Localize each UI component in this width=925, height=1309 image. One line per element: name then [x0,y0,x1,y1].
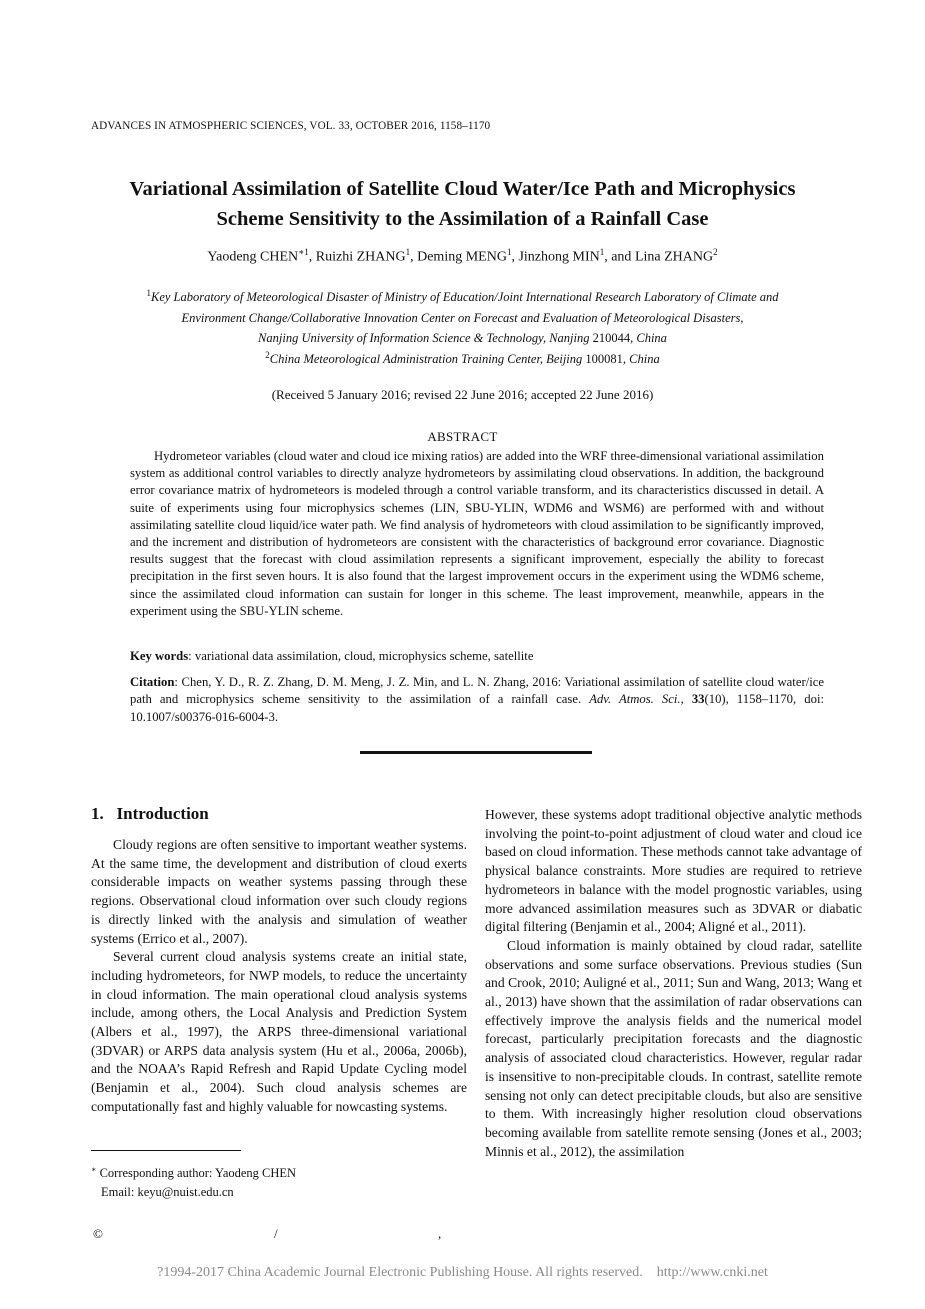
title-line-2: Scheme Sensitivity to the Assimilation of a Rainfall Case [216,208,709,230]
paragraph: Several current cloud analysis systems create an initial state, including hydrometeors, for NWP models, to reduce the uncertainty in cloud information. The main operational cloud analysis systems include, among others, the Local Analysis and Prediction System (Albers et al., 1997), the ARPS three-dimensional variational (3DVAR) or ARPS data analysis system (Hu et al., 2006a, 2006b), and the NOAA’s Rapid Refresh and Rapid Update Cycling model (Benjamin et al., 2004). Such cloud analysis schemes are computationally fast and highly valuable for nowcasting systems. [91,949,467,1114]
keywords-colon: : [188,649,195,663]
section-number: 1. [91,804,104,823]
citation-journal: Adv. Atmos. Sci. [589,692,681,707]
citation-volume: 33 [691,692,705,707]
affiliation-mark: 2 [265,350,270,360]
right-column [485,806,862,1161]
citation-colon: : [174,675,182,689]
author-list [80,247,845,266]
affiliation-line: China Meteorological Administration Training Center, Beijing [269,352,583,367]
section-heading [91,804,209,824]
affiliation-zip: 100081 [582,352,623,367]
footnote-email: Email: keyu@nuist.edu.cn [101,1185,234,1200]
journal-header: ADVANCES IN ATMOSPHERIC SCIENCES, VOL. 33, OCTOBER 2016, 1158–1170 [91,120,491,132]
affiliation-country: , China [622,352,660,367]
keywords-text: variational data assimilation, cloud, microphysics scheme, satellite [194,649,534,663]
left-column [91,836,467,1117]
affiliation-mark: 1 [146,288,151,298]
author-sep: , and [604,249,635,265]
abstract-heading: ABSTRACT [427,429,498,444]
author-sep: , [511,249,519,265]
author-sep: , [308,249,316,265]
received-dates: (Received 5 January 2016; revised 22 June 2016; accepted 22 June 2016) [271,387,654,402]
abstract-text: Hydrometeor variables (cloud water and cloud ice mixing ratios) are added into the WRF three-dimensional variational assimilation system as additional control variables to directly analyze hydrometeors by assimilating cloud observations. In addition, the background error covariance matrix of hydrometeors is modeled through a control variable transform, and its characteristics discussed in detail. A suite of experiments using four microphysics schemes (LIN, SBU-YLIN, WDM6 and WSM6) are performed with and without assimilating satellite cloud liquid/ice water path. We find analysis of hydrometeors with cloud assimilation to be significantly improved, and the increment and distribution of hydrometeors are consistent with the characteristics of background error covariance. Diagnostic results suggest that the forecast with cloud assimilation represents a significant improvement, especially the ability to forecast precipitation in the first seven hours. It is also found that the largest improvement occurs in the experiment using the WDM6 scheme, since the assimilated cloud information can sustain for longer in this scheme. The least improvement, meanwhile, appears in the experiment using the SBU-YLIN scheme. [130,449,824,618]
section-title: Introduction [116,804,209,823]
section-divider [360,751,592,754]
watermark-url: http://www.cnki.net [656,1265,768,1280]
author-name: Ruizhi ZHANG [315,249,406,265]
author-sep: , [410,249,418,265]
paragraph: Cloud information is mainly obtained by cloud radar, satellite observations and some surface observations. Previous studies (Sun and Crook, 2010; Auligné et al., 2011; Sun and Wang, 2013; Wang et al., 2013) have shown that the assimilation of radar observations can effectively improve the analysis fields and the numerical model forecast, particularly precipitation forecasts and the diagnostic analysis of associated cloud characteristics. However, regular radar is insensitive to non-precipitable clouds. In contrast, satellite remote sensing not only can detect precipitable clouds, but also are sensitive to them. With increasingly higher resolution cloud observations becoming available from satellite remote sensing (Jones et al., 2003; Minnis et al., 2012), the assimilation [485,937,862,1159]
paper-title [80,174,845,234]
author-mark: 1 [405,247,411,257]
author-name: Deming MENG [417,249,507,265]
paragraph: Cloudy regions are often sensitive to important weather systems. At the same time, the development and distribution of cloud exerts considerable impacts on weather systems passing through these regions. Observational cloud information over such cloudy regions is directly linked with the analysis and simulation of weather systems (Errico et al., 2007). [91,837,467,946]
author-mark: 2 [713,247,718,257]
author-mark: 1 [599,247,605,257]
keywords-label: Key words [130,649,189,663]
affiliation-2 [80,345,845,370]
author-mark: 1 [506,247,512,257]
affiliation-line: Environment Change/Collaborative Innovation Center on Forecast and Evaluation of Meteorological Disasters, [181,310,744,325]
footnote-mark: ∗ [91,1165,97,1174]
footnote-text: Corresponding author: Yaodeng CHEN [96,1166,297,1181]
paragraph: However, these systems adopt traditional objective analytic methods involving the point-to-point adjustment of cloud water and cloud ice based on cloud information. These methods cannot take advantage of physical balance constraints. More studies are required to retrieve hydrometeors in balance with the model prognostic variables, using more advanced assimilation measures such as 3DVAR or diabatic digital filtering (Benjamin et al., 2004; Aligné et al., 2011). [485,807,862,935]
affiliation-country: , China [630,331,667,346]
citation [130,674,824,726]
watermark [0,1265,925,1281]
author-name: Yaodeng CHEN [207,249,299,265]
affiliation-line: Nanjing University of Information Science & Technology, Nanjing [258,331,590,346]
author-name: Lina ZHANG [634,249,714,265]
affiliation-1 [80,283,845,349]
copyright-slash: / [274,1226,278,1241]
citation-label: Citation [130,675,175,689]
title-line-1: Variational Assimilation of Satellite Cloud Water/Ice Path and Microphysics [129,178,796,200]
citation-tail: (10), 1158–1170, doi: 10.1007/s00376-016-6004-3. [130,692,824,724]
author-name: Jinzhong MIN [518,249,600,265]
author-mark: ∗1 [298,247,309,257]
watermark-text: ?1994-2017 China Academic Journal Electronic Publishing House. All rights reserved. [157,1265,643,1280]
copyright-symbol: © [93,1226,103,1241]
footnote-rule [91,1150,241,1151]
copyright-comma: , [438,1226,442,1241]
affiliation-line: Key Laboratory of Meteorological Disaster of Ministry of Education/Joint International Research Laboratory of Climate and [151,290,779,305]
citation-comma: , [680,692,692,707]
affiliation-zip: 210044 [589,331,631,346]
citation-text: Chen, Y. D., R. Z. Zhang, D. M. Meng, J. Z. Min, and L. N. Zhang, 2016: Variational assimilation of satellite cloud water/ice path and microphysics scheme sensitivity to the assimilation of a rainfall case. [130,675,825,707]
footnote [91,1160,296,1202]
keywords [130,649,824,664]
